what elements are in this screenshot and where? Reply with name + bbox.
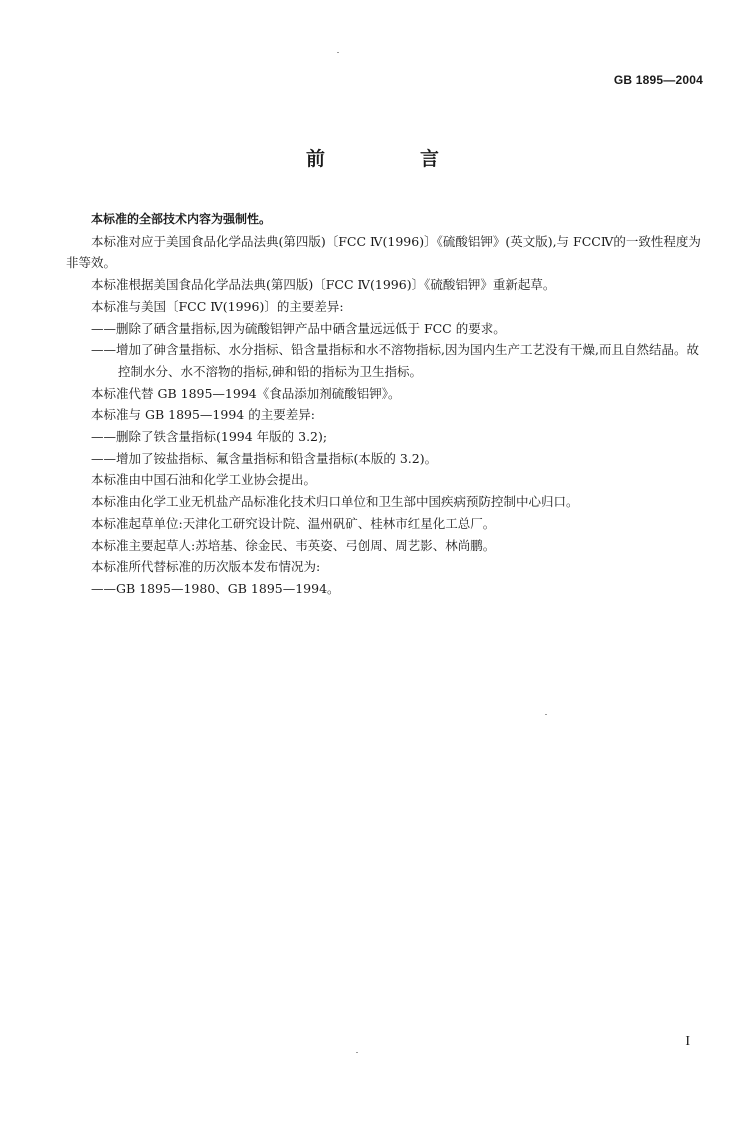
list-item: ——删除了硒含量指标,因为硫酸铝钾产品中硒含量远远低于 FCC 的要求。	[91, 320, 506, 336]
paragraph-drafting-units: 本标准起草单位:天津化工研究设计院、温州矾矿、桂林市红星化工总厂。	[91, 515, 496, 531]
page-number: I	[685, 1034, 690, 1049]
paragraph-gb-differences: 本标准与 GB 1895—1994 的主要差异:	[91, 407, 315, 423]
standard-code: GB 1895—2004	[613, 73, 703, 87]
foreword-body	[66, 209, 706, 600]
scan-speck	[545, 714, 547, 715]
paragraph-fcc-differences: 本标准与美国〔FCC Ⅳ(1996)〕的主要差异:	[91, 298, 344, 314]
paragraph-version-history: 本标准所代替标准的历次版本发布情况为:	[91, 559, 321, 575]
paragraph-centralized-unit: 本标准由化学工业无机盐产品标准化技术归口单位和卫生部中国疾病预防控制中心归口。	[91, 494, 579, 510]
page-title: 前 言	[305, 148, 477, 170]
list-item: ——删除了铁含量指标(1994 年版的 3.2);	[91, 429, 328, 445]
list-item: ——GB 1895—1980、GB 1895—1994。	[91, 580, 340, 596]
paragraph-drafting-basis: 本标准根据美国食品化学品法典(第四版)〔FCC Ⅳ(1996)〕《硫酸铝钾》重新起草。	[91, 277, 556, 293]
paragraph-correspondence: 本标准对应于美国食品化学品法典(第四版)〔FCC Ⅳ(1996)〕《硫酸铝钾》(英文版),与 FCCⅣ的一致性程度为非等效。	[66, 233, 701, 271]
scan-speck	[356, 1052, 358, 1053]
list-item: ——增加了铵盐指标、氟含量指标和铅含量指标(本版的 3.2)。	[91, 450, 438, 466]
paragraph-drafters: 本标准主要起草人:苏培基、徐金民、韦英姿、弓创周、周艺影、林尚鹏。	[91, 537, 496, 553]
mandatory-statement: 本标准的全部技术内容为强制性。	[91, 212, 272, 226]
scan-speck	[337, 52, 339, 53]
paragraph-replaces: 本标准代替 GB 1895—1994《食品添加剂硫酸铝钾》。	[91, 385, 401, 401]
list-item: ——增加了砷含量指标、水分指标、铅含量指标和水不溶物指标,因为国内生产工艺没有干燥,而且自然结晶。故控制水分、水不溶物的指标,砷和铅的指标为卫生指标。	[91, 342, 699, 379]
paragraph-proposer: 本标准由中国石油和化学工业协会提出。	[91, 472, 317, 488]
